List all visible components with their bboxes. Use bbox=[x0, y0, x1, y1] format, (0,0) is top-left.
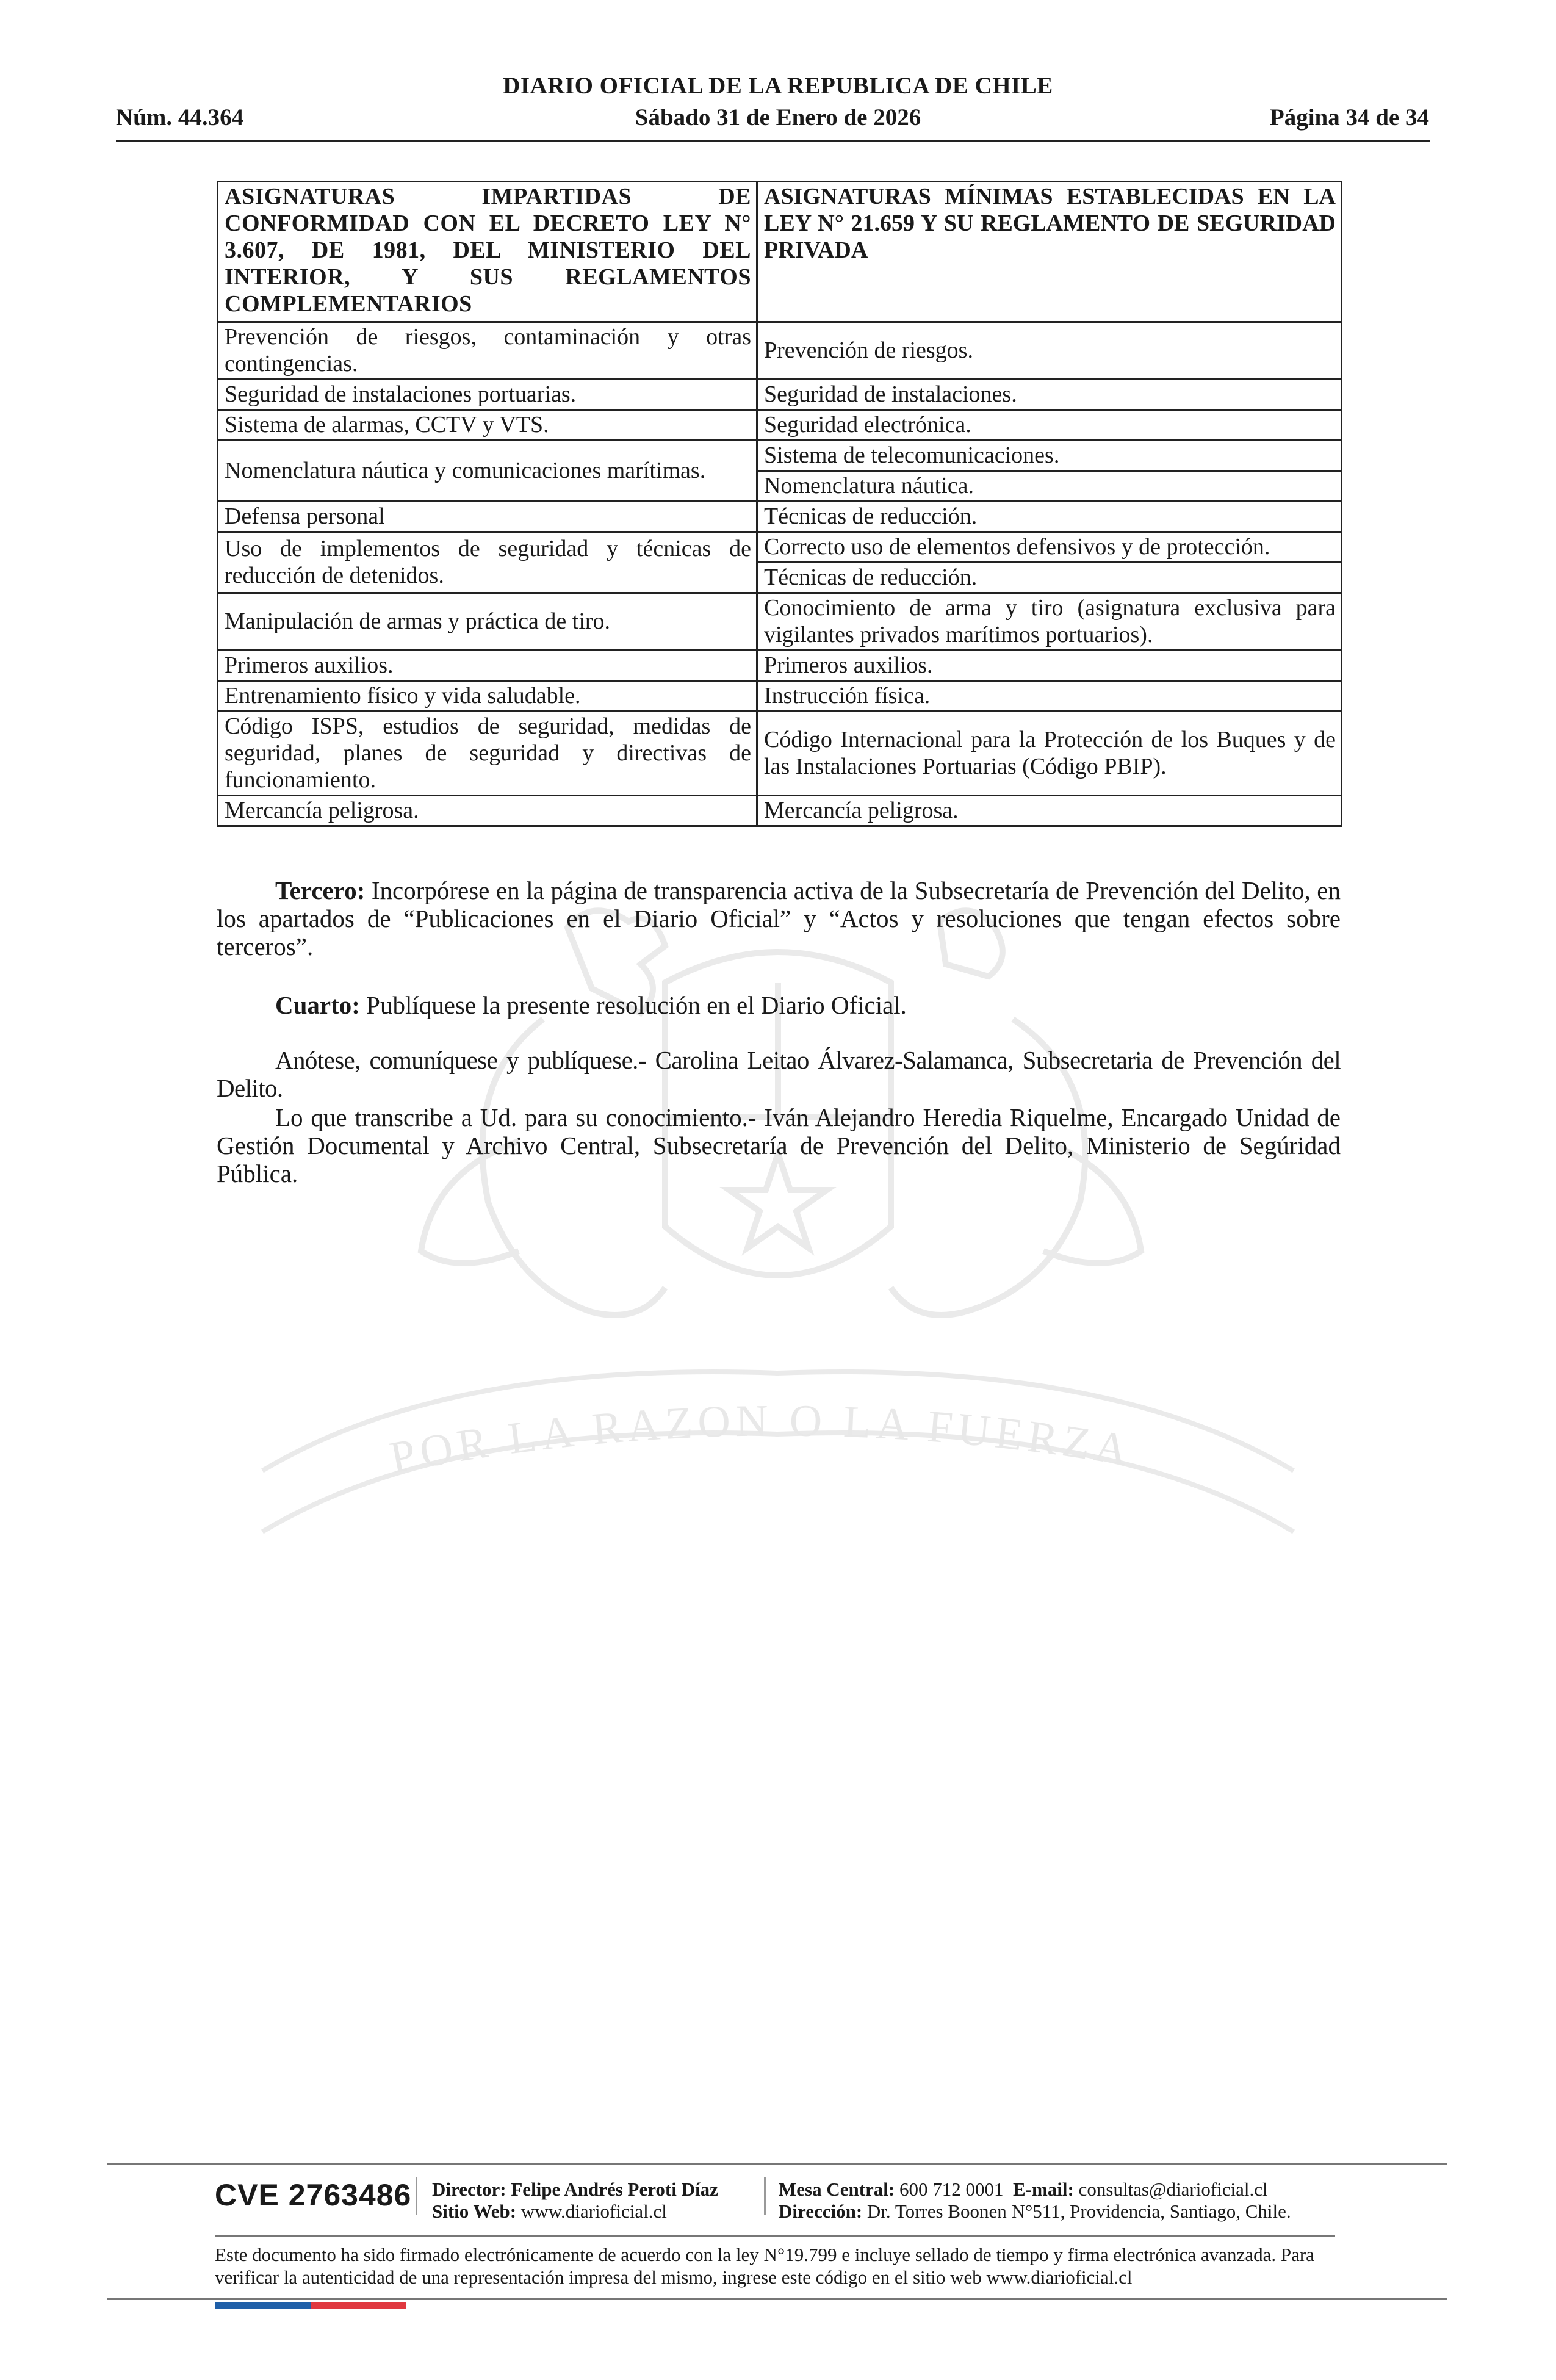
footer-divider bbox=[107, 2163, 1447, 2165]
table-cell-left: Defensa personal bbox=[218, 502, 757, 532]
page-number: Página 34 de 34 bbox=[1269, 104, 1429, 131]
paragraph-transcription: Lo que transcribe a Ud. para su conocimiento.- Iván Alejandro Heredia Riquelme, Encargado Unidad de Gestión Documental y Archivo Central, Subsecretaría de Prevención del Delito, Ministerio de Segúridad Pública. bbox=[217, 1103, 1341, 1188]
table-cell-right: Prevención de riesgos. bbox=[757, 322, 1342, 380]
paragraph-signature: Anótese, comuníquese y publíquese.- Carolina Leitao Álvarez-Salamanca, Subsecretaria de Prevención del Delito. bbox=[217, 1046, 1341, 1102]
address-value: Dr. Torres Boonen N°511, Providencia, Santiago, Chile. bbox=[862, 2201, 1291, 2222]
table-header-row bbox=[218, 182, 1342, 322]
table-cell-right: Instrucción física. bbox=[757, 681, 1342, 712]
paragraph-label: Tercero: bbox=[275, 876, 366, 904]
footer-contact-block bbox=[779, 2179, 1291, 2223]
director-label: Director: bbox=[432, 2179, 506, 2200]
publication-title: DIARIO OFICIAL DE LA REPUBLICA DE CHILE bbox=[503, 73, 1053, 99]
table-cell-left: Entrenamiento físico y vida saludable. bbox=[218, 681, 757, 712]
table-row bbox=[218, 712, 1342, 796]
issue-date: Sábado 31 de Enero de 2026 bbox=[635, 104, 921, 131]
table-row bbox=[218, 380, 1342, 410]
table-row bbox=[218, 410, 1342, 441]
table-cell-right: Código Internacional para la Protección de los Buques y de las Instalaciones Portuarias (Código PBIP). bbox=[757, 712, 1342, 796]
footer-divider bbox=[107, 2298, 1447, 2300]
footer-separator bbox=[764, 2177, 766, 2215]
footer-flag-bar-red bbox=[311, 2302, 406, 2309]
table-cell-left: Mercancía peligrosa. bbox=[218, 796, 757, 826]
column-header-decree-subjects: ASIGNATURAS IMPARTIDAS DE CONFORMIDAD CON EL DECRETO LEY N° 3.607, DE 1981, DEL MINISTERIO DEL INTERIOR, Y SUS REGLAMENTOS COMPLEMENTARIOS bbox=[218, 182, 757, 322]
issue-number: Núm. 44.364 bbox=[116, 104, 244, 131]
paragraph-tercero bbox=[217, 876, 1341, 961]
phone-label: Mesa Central: bbox=[779, 2179, 895, 2200]
column-header-law-subjects: ASIGNATURAS MÍNIMAS ESTABLECIDAS EN LA LEY N° 21.659 Y SU REGLAMENTO DE SEGURIDAD PRIVADA bbox=[757, 182, 1342, 322]
table-cell-left: Prevención de riesgos, contaminación y otras contingencias. bbox=[218, 322, 757, 380]
table-cell-right: Nomenclatura náutica. bbox=[757, 471, 1342, 502]
table-row bbox=[218, 441, 1342, 471]
table-cell-right: Conocimiento de arma y tiro (asignatura exclusiva para vigilantes privados marítimos portuarios). bbox=[757, 593, 1342, 651]
footer-flag-bar-blue bbox=[215, 2302, 311, 2309]
email-label: E-mail: bbox=[1013, 2179, 1074, 2200]
table-cell-right: Técnicas de reducción. bbox=[757, 502, 1342, 532]
address-label: Dirección: bbox=[779, 2201, 863, 2222]
footer-director-block bbox=[432, 2179, 718, 2223]
website-label: Sitio Web: bbox=[432, 2201, 517, 2222]
table-row bbox=[218, 322, 1342, 380]
table-cell-right: Seguridad electrónica. bbox=[757, 410, 1342, 441]
cve-code: CVE 2763486 bbox=[215, 2178, 412, 2212]
table-row bbox=[218, 681, 1342, 712]
table-row bbox=[218, 532, 1342, 563]
table-cell-left: Seguridad de instalaciones portuarias. bbox=[218, 380, 757, 410]
table-cell-right: Mercancía peligrosa. bbox=[757, 796, 1342, 826]
table-cell-right: Primeros auxilios. bbox=[757, 651, 1342, 681]
table-row bbox=[218, 593, 1342, 651]
website-link[interactable]: www.diarioficial.cl bbox=[516, 2201, 667, 2222]
paragraph-cuarto bbox=[217, 991, 1341, 1019]
footer-legal-notice: Este documento ha sido firmado electrónicamente de acuerdo con la ley N°19.799 e incluye sellado de tiempo y firma electrónica avanzada. Para verificar la autenticidad de una representación impresa del mismo, ingrese este código en el sitio web www.diarioficial.cl bbox=[215, 2244, 1314, 2288]
table-cell-right: Correcto uso de elementos defensivos y de protección. bbox=[757, 532, 1342, 563]
table-row bbox=[218, 502, 1342, 532]
director-name: Felipe Andrés Peroti Díaz bbox=[506, 2179, 718, 2200]
paragraph-label: Cuarto: bbox=[275, 991, 360, 1019]
table-row bbox=[218, 651, 1342, 681]
table-cell-right: Sistema de telecomunicaciones. bbox=[757, 441, 1342, 471]
table-cell-right: Seguridad de instalaciones. bbox=[757, 380, 1342, 410]
table-cell-left: Código ISPS, estudios de seguridad, medidas de seguridad, planes de seguridad y directivas de funcionamiento. bbox=[218, 712, 757, 796]
chile-coat-of-arms-icon bbox=[201, 885, 1355, 1587]
table-cell-left: Nomenclatura náutica y comunicaciones marítimas. bbox=[218, 441, 757, 502]
footer-separator bbox=[416, 2177, 417, 2215]
paragraph-text: Publíquese la presente resolución en el Diario Oficial. bbox=[359, 991, 907, 1019]
watermark-motto: POR LA RAZON O LA FUERZA bbox=[386, 1396, 1136, 1484]
phone-value: 600 712 0001 bbox=[895, 2179, 1004, 2200]
table-row bbox=[218, 796, 1342, 826]
subjects-comparison-table bbox=[217, 181, 1342, 827]
table-cell-right: Técnicas de reducción. bbox=[757, 563, 1342, 593]
footer-divider bbox=[215, 2235, 1335, 2237]
header-divider bbox=[116, 140, 1430, 142]
table-cell-left: Uso de implementos de seguridad y técnicas de reducción de detenidos. bbox=[218, 532, 757, 593]
table-cell-left: Sistema de alarmas, CCTV y VTS. bbox=[218, 410, 757, 441]
paragraph-text: Incorpórese en la página de transparencia activa de la Subsecretaría de Prevención del Delito, en los apartados de “Publicaciones en el Diario Oficial” y “Actos y resoluciones que tengan efectos sobre terceros”. bbox=[217, 876, 1341, 961]
table-cell-left: Manipulación de armas y práctica de tiro. bbox=[218, 593, 757, 651]
email-link[interactable]: consultas@diarioficial.cl bbox=[1073, 2179, 1268, 2200]
table-cell-left: Primeros auxilios. bbox=[218, 651, 757, 681]
